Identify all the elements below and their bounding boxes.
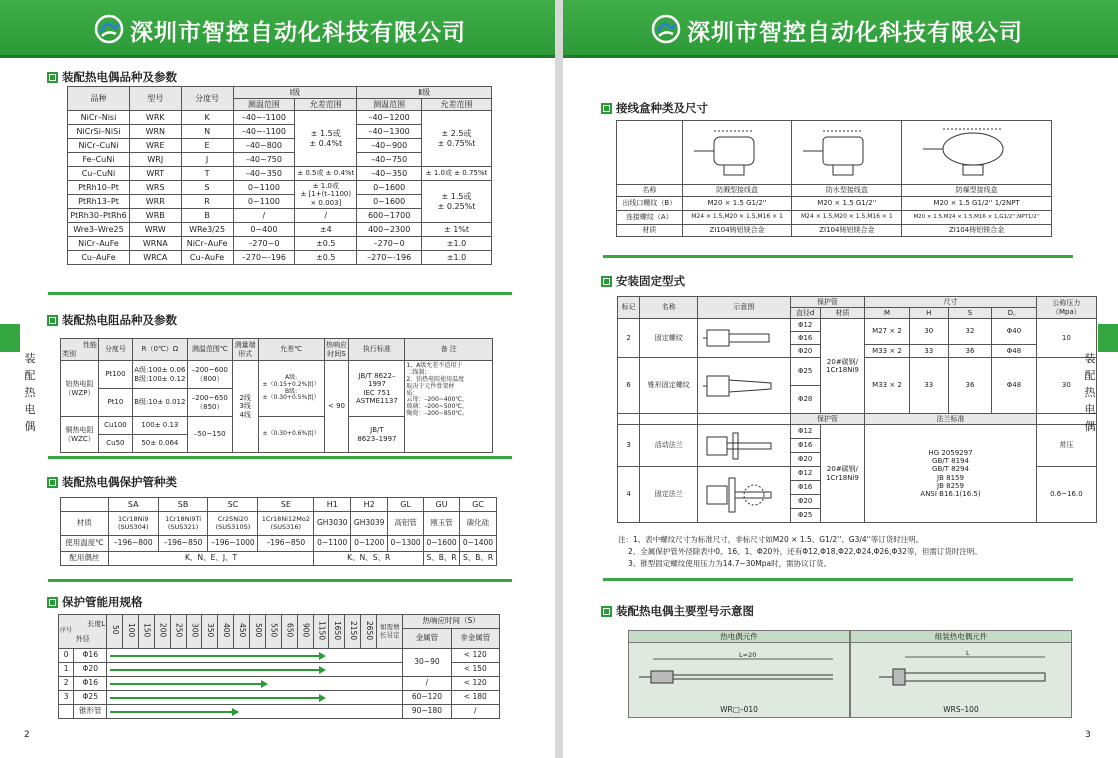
fixed-thread-sketch: [698, 319, 790, 358]
length-value-text: 450: [237, 623, 247, 638]
tube-spec-table: [58, 614, 500, 719]
page-number: 3: [1085, 730, 1091, 740]
section-divider: [603, 255, 1073, 258]
length-value-text: 250: [174, 623, 184, 638]
length-value: [329, 615, 345, 649]
length-value: [154, 615, 170, 649]
tube-code: GU: [424, 498, 460, 512]
side-tab-char: 电: [24, 403, 36, 416]
section-divider: [48, 292, 512, 295]
company-logo-icon: [651, 14, 681, 44]
table-row: Cu–AuFe WRCA Cu–AuFe –270~-196 ±0.5 –270~-196 ±1.0: [68, 251, 492, 265]
table-row: PtRh13–Pt WRR R 0~1100 0~1600: [68, 195, 492, 209]
metal-time: /: [403, 677, 451, 691]
assembled-drawing-icon: [855, 647, 1067, 703]
length-arrow-icon: [108, 707, 401, 716]
right-page: [563, 0, 1118, 758]
section-title-junction-box: 接线盒种类及尺寸: [601, 100, 708, 116]
note-line-3: 3、锥型固定螺纹使用压力为14.7~30Mpa时，需协议订货。: [628, 559, 832, 568]
length-arrow-icon: [108, 651, 401, 660]
length-range-cell: [107, 705, 403, 719]
tube-material: 1Cr18Ni9Ti (SUS321): [158, 512, 208, 536]
tube-material: GH3030: [314, 512, 351, 536]
nonmetal-time: < 180: [451, 691, 499, 705]
page-number: 2: [24, 730, 30, 740]
length-value: [361, 615, 377, 649]
tube-material: 1Cr18Ni9 (SUS304): [108, 512, 158, 536]
tube-code: SA: [108, 498, 158, 512]
length-value: [345, 615, 361, 649]
section-square-icon: [47, 477, 58, 488]
left-page: [0, 0, 555, 758]
company-name: 深圳市智控自动化科技有限公司: [687, 20, 1023, 46]
side-tab-char: 配: [24, 369, 36, 382]
tube-code: GC: [460, 498, 497, 512]
tube-code: GL: [388, 498, 424, 512]
row-no: 2: [59, 677, 74, 691]
row-diameter: Φ25: [74, 691, 107, 705]
side-tab-char: 热: [1084, 386, 1096, 399]
length-value-text: 100: [126, 623, 136, 638]
row-diameter: Φ20: [74, 663, 107, 677]
table-row: NiCr–AuFe WRNA NiCr–AuFe –270~0 ±0.5 –270~0 ±1.0: [68, 237, 492, 251]
tube-material: GH3039: [351, 512, 388, 536]
company-name: 深圳市智控自动化科技有限公司: [130, 20, 466, 46]
tube-code: H2: [351, 498, 388, 512]
table-row: Wre3–Wre25 WRW WRe3/25 0~400 ±4 400~2300 ± 1%t: [68, 223, 492, 237]
row-diameter: 锥形管: [74, 705, 107, 719]
length-value-text: 550: [269, 623, 279, 638]
length-value: [170, 615, 186, 649]
length-value-text: 500: [253, 623, 263, 638]
row-no: 0: [59, 649, 74, 663]
tube-material: 刚玉管: [424, 512, 460, 536]
section-square-icon: [601, 103, 612, 114]
length-value: [265, 615, 281, 649]
length-header: 长度L: [87, 620, 106, 628]
fixed-flange-sketch: [698, 467, 790, 523]
splash-box-sketch: [682, 121, 792, 185]
side-tab-char: 装: [1084, 352, 1096, 365]
length-value: [138, 615, 154, 649]
side-tab: [0, 324, 20, 352]
section-divider: [48, 579, 512, 582]
assembled-element-diagram: 组装热电偶元件 L WRS–100: [850, 630, 1072, 718]
row-no: 3: [59, 691, 74, 705]
waterproof-box-sketch: [792, 121, 902, 185]
length-value: [297, 615, 313, 649]
side-tab: [1098, 324, 1118, 352]
section-title-protection-tube: 装配热电偶保护管种类: [47, 474, 177, 490]
table-row: Cu50 50± 0.064: [61, 435, 493, 453]
nonmetal-time: /: [451, 705, 499, 719]
length-value: [107, 615, 123, 649]
metal-time: 60~120: [403, 691, 451, 705]
tube-temp: –196~1000: [208, 536, 258, 552]
protection-tube-table: SA SB SC SE H1 H2 GL GU GC 材质 1Cr18Ni9 (SUS304) 1Cr18Ni9Ti (SUS321) Cr25Ni20 (SUS310S) 1Cr18Ni12Mo2 (SUS316) GH3030 GH3039 高铝管 刚玉管 碳化硅 使用温度℃ –196~800 –196~850 –196~1000 –196~850 0~1100 0~1200 0~1300 0~1600 0~1400 配用偶丝 K、N、E、J、T K、N、S、R S、B、R S、B、R: [60, 497, 497, 566]
section-title-main-models: 装配热电偶主要型号示意图: [601, 603, 754, 619]
tube-temp: 0~1100: [314, 536, 351, 552]
length-value: [281, 615, 297, 649]
tube-temp: 0~1600: [424, 536, 460, 552]
length-value-text: 200: [158, 623, 168, 638]
note-line-1: 注：1、表中螺纹尺寸为标准尺寸，非标尺寸如M20 × 1.5、G1/2''、G3/4''等订货时注明。: [618, 535, 924, 544]
length-value-text: 400: [222, 623, 232, 638]
length-value: [218, 615, 234, 649]
table-row: [59, 677, 500, 691]
length-value-text: 350: [206, 623, 216, 638]
length-value-text: 1650: [333, 620, 343, 640]
row-no: [59, 705, 74, 719]
tube-code: H1: [314, 498, 351, 512]
length-range-cell: [107, 677, 403, 691]
table-row: NiCr–Nisi WRK K –40~-1100 ± 1.5或 ± 0.4%t –40~1200 ± 2.5或 ± 0.75%t: [68, 111, 492, 125]
rtd-params-table: 性能 类别 分度号 R（0℃）Ω 测温范围℃ 测量端 形式 允差℃ 热响应 时间S 执行标准 备 注 铂热电阻 （WZP） Pt100 A级:100± 0.06 B级:100± 0.12 –200~600 （800） 2线 3线 4线 A级: ±（0.15+0.2%|t|） B级: ±（0.30+0.5%|t|） < 90 JB/T 8622–1997 IEC 751 ASTME1137 1、A级允差不适用于 二线制； 2、铂热电阻使用温度 取决于元件骨架材 质： 云母：–200~400℃， 玻璃：–200~500℃， 陶瓷：–200~850℃。 Pt10 B级:10± 0.012 –200~650 （850） 铜热电阻 （WZC） Cu100 100± 0.13 –50~150 ±（0.30+0.6%|t|） JB/T 8623–1997 Cu50 50± 0.064: [60, 338, 493, 453]
length-arrow-icon: [108, 693, 401, 702]
row-no: 1: [59, 663, 74, 677]
metal-time: 90~180: [403, 705, 451, 719]
table-row: Pt10 B级:10± 0.012 –200~650 （850）: [61, 389, 493, 417]
length-value: [313, 615, 329, 649]
nonmetal-time: < 120: [451, 677, 499, 691]
tube-temp: 0~1300: [388, 536, 424, 552]
table-row: [59, 691, 500, 705]
section-title-tube-spec: 保护管能用规格: [47, 594, 143, 610]
side-tab-label: [24, 350, 36, 435]
nonmetal-header: 非金属管: [451, 629, 499, 649]
table-row: NiCrSi–NiSi WRN N –40~-1100 –40~1300: [68, 125, 492, 139]
special-length: 如需增 长另定: [377, 615, 403, 649]
length-range-cell: [107, 691, 403, 705]
length-arrow-icon: [108, 679, 401, 688]
thermocouple-element-diagram: 热电偶元件 L=20 WR□–010: [628, 630, 850, 718]
section-divider: [48, 456, 512, 459]
thermocouple-params-table: 品种 型号 分度号 Ⅰ级 Ⅱ级 测温范围 允差范围 测温范围 允差范围 NiCr–Nisi WRK K –40~-1100 ± 1.5或 ± 0.4%t –40~1200 ± 2.5或 ± 0.75%t NiCrSi–NiSi WRN N –40~-1100 –40~1300 NiCr–CuNi WRE E –40~800 –40~900 Fe–CuNi WRJ J –40~750 –40~750 Cu–CuNi WRT T –40~350 ± 0.5或 ± 0.4%t –40~350 ± 1.0或 ± 0.75%t PtRh10–Pt WRS S 0~1100 ± 1.0或 ± [1+(t–1100) × 0.003] 0~1600 ± 1.5或 ± 0.25%t PtRh13–Pt WRR R 0~1100 0~1600 PtRh30–PtRh6 WRB B / / 600~1700 Wre3–Wre25 WRW WRe3/25 0~400 ±4 400~2300 ± 1%t NiCr–AuFe WRNA NiCr–AuFe –270~0 ±0.5 –270~0 ±1.0 Cu–AuFe WRCA Cu–AuFe –270~-196 ±0.5 –270~-196 ±1.0: [67, 86, 492, 265]
length-value-text: 50: [110, 625, 120, 635]
table-row: [59, 705, 500, 719]
no-header: 序号: [60, 627, 73, 635]
length-value-text: 2150: [349, 620, 359, 640]
length-value-text: 150: [142, 623, 152, 638]
length-value: [202, 615, 218, 649]
tube-material: 1Cr18Ni12Mo2 (SUS316): [258, 512, 314, 536]
table-row: Cu–CuNi WRT T –40~350 ± 0.5或 ± 0.4%t –40~350 ± 1.0或 ± 0.75%t: [68, 167, 492, 181]
junction-box-icon: [793, 123, 893, 183]
company-logo-icon: [94, 14, 124, 44]
nonmetal-time: < 120: [451, 649, 499, 663]
tube-temp: –196~800: [108, 536, 158, 552]
section-square-icon: [47, 597, 58, 608]
taper-thread-sketch: [698, 358, 790, 414]
side-tab-label: [1084, 350, 1096, 435]
dimension-label: L: [966, 649, 970, 657]
length-range-cell: [107, 663, 403, 677]
mounting-sketch-icon: [699, 320, 777, 356]
tube-material: 碳化硅: [460, 512, 497, 536]
loose-flange-sketch: [698, 425, 790, 467]
side-tab-char: 电: [1084, 403, 1096, 416]
junction-box-icon: [684, 123, 784, 183]
table-row: Fe–CuNi WRJ J –40~750 –40~750: [68, 153, 492, 167]
table-row: NiCr–CuNi WRE E –40~800 –40~900: [68, 139, 492, 153]
row-diameter: Φ16: [74, 649, 107, 663]
length-arrow-icon: [108, 665, 401, 674]
side-tab-char: 配: [1084, 369, 1096, 382]
section-square-icon: [601, 606, 612, 617]
side-tab-char: 热: [24, 386, 36, 399]
table-row: 铂热电阻 （WZP） Pt100 A级:100± 0.06 B级:100± 0.12 –200~600 （800） 2线 3线 4线 A级: ±（0.15+0.2%|t|） B级: ±（0.30+0.5%|t|） < 90 JB/T 8622–1997 IEC 751 ASTME1137 1、A级允差不适用于 二线制； 2、铂热电阻使用温度 取决于元件骨架材 质： 云母：–200~400℃， 玻璃：–200~500℃， 陶瓷：–200~850℃。: [61, 361, 493, 389]
tube-code: SC: [208, 498, 258, 512]
side-tab-char: 装: [24, 352, 36, 365]
length-value: [234, 615, 250, 649]
length-value-text: 300: [190, 623, 200, 638]
metal-time: 30~90: [403, 649, 451, 677]
length-value-text: 650: [285, 623, 295, 638]
table-row: PtRh30–PtRh6 WRB B / / 600~1700: [68, 209, 492, 223]
junction-box-table: 名称 防溅型接线盒 防水型接线盒 防爆型接线盒 出线口螺纹（B） M20 × 1.5 G1/2'' M20 × 1.5 G1/2'' M20 × 1.5 G1/2'' 1/2NPT 连接螺纹（A） M24 × 1.5,M20 × 1.5,M16 × 1 M24 × 1.5,M20 × 1.5,M16 × 1 M20 × 1.5,M24 × 1.5,M16 × 1,G1/2'',NPT1/2'' 材质 ZI104铸铝镁合金 ZI104铸铝镁合金 ZI104铸铝镁合金: [616, 120, 1052, 237]
section-square-icon: [47, 315, 58, 326]
length-value-text: 900: [301, 623, 311, 638]
section-square-icon: [47, 72, 58, 83]
tube-temp: 0~1200: [351, 536, 388, 552]
mounting-sketch-icon: [699, 364, 777, 408]
model-label: WRS–100: [943, 705, 979, 714]
table-row: 铜热电阻 （WZC） Cu100 100± 0.13 –50~150 ±（0.30+0.6%|t|） JB/T 8623–1997: [61, 417, 493, 435]
tube-temp: –196~850: [258, 536, 314, 552]
section-title-mounting: 安装固定型式: [601, 273, 685, 289]
side-tab-char: 偶: [1084, 420, 1096, 433]
tube-temp: 0~1400: [460, 536, 497, 552]
tube-material: Cr25Ni20 (SUS310S): [208, 512, 258, 536]
length-value: [250, 615, 266, 649]
mounting-sketch-icon: [699, 470, 777, 520]
tube-temp: –196~850: [158, 536, 208, 552]
section-title-rtd-params: 装配热电阻品种及参数: [47, 312, 177, 328]
corner-header: 性能 类别: [61, 339, 99, 361]
right-banner: [563, 0, 1118, 58]
model-label: WR□–010: [720, 705, 758, 714]
section-title-thermocouple-params: 装配热电偶品种及参数: [47, 69, 177, 85]
row-diameter: Φ16: [74, 677, 107, 691]
tube-material: 高铝管: [388, 512, 424, 536]
section-square-icon: [601, 276, 612, 287]
mounting-sketch-icon: [699, 427, 777, 465]
length-value: [186, 615, 202, 649]
table-row: PtRh10–Pt WRS S 0~1100 ± 1.0或 ± [1+(t–1100) × 0.003] 0~1600 ± 1.5或 ± 0.25%t: [68, 181, 492, 195]
table-row: [59, 649, 500, 663]
spec-corner: [59, 615, 107, 649]
length-value: [123, 615, 139, 649]
tube-code: SE: [258, 498, 314, 512]
note-line-2: 2、全属保护管外径除表中0、16、1、Φ20外，还有Φ12,Φ18,Φ22,Φ24,Φ26,Φ32等，但需订货时注明。: [628, 547, 982, 556]
side-tab-char: 偶: [24, 420, 36, 433]
mounting-table: 标记 名称 示意图 保护管 尺寸 公称压力 （Mpa） 直径d 材质 M H S D。 2 固定螺纹 Φ12 20#碳钢/ 1Cr18Ni9 M27 × 2 30 32 Φ40 10 Φ16 Φ20 M33 × 2 33 36 Φ48 6 锥形固定螺纹 Φ25 M33 × 2 33 36 Φ48 30 Φ28 保护管 法兰标准 3 活动法兰 Φ12 20#碳钢/ 1Cr18Ni9 HG 2059297 GB/T 8194 GB/T 8294 JB 8159 JB 8259 ANSI B16.1(16.5) 常压 Φ16 Φ20 4 固定法兰 Φ12 0.6~16.0 Φ16 Φ20 Φ25: [617, 296, 1097, 523]
length-value-text: 2650: [364, 620, 374, 640]
diameter-header: 外径: [75, 634, 90, 643]
metal-header: 金属管: [403, 629, 451, 649]
nonmetal-time: < 150: [451, 663, 499, 677]
section-divider: [603, 578, 1073, 581]
response-header: 热响应时间（S）: [403, 615, 500, 629]
tube-code: SB: [158, 498, 208, 512]
left-banner: [0, 0, 555, 58]
explosion-proof-box-sketch: [902, 121, 1052, 185]
length-range-cell: [107, 649, 403, 663]
junction-box-icon: [903, 123, 1043, 183]
dimension-label: L=20: [739, 651, 757, 659]
length-value-text: 1150: [317, 620, 327, 640]
